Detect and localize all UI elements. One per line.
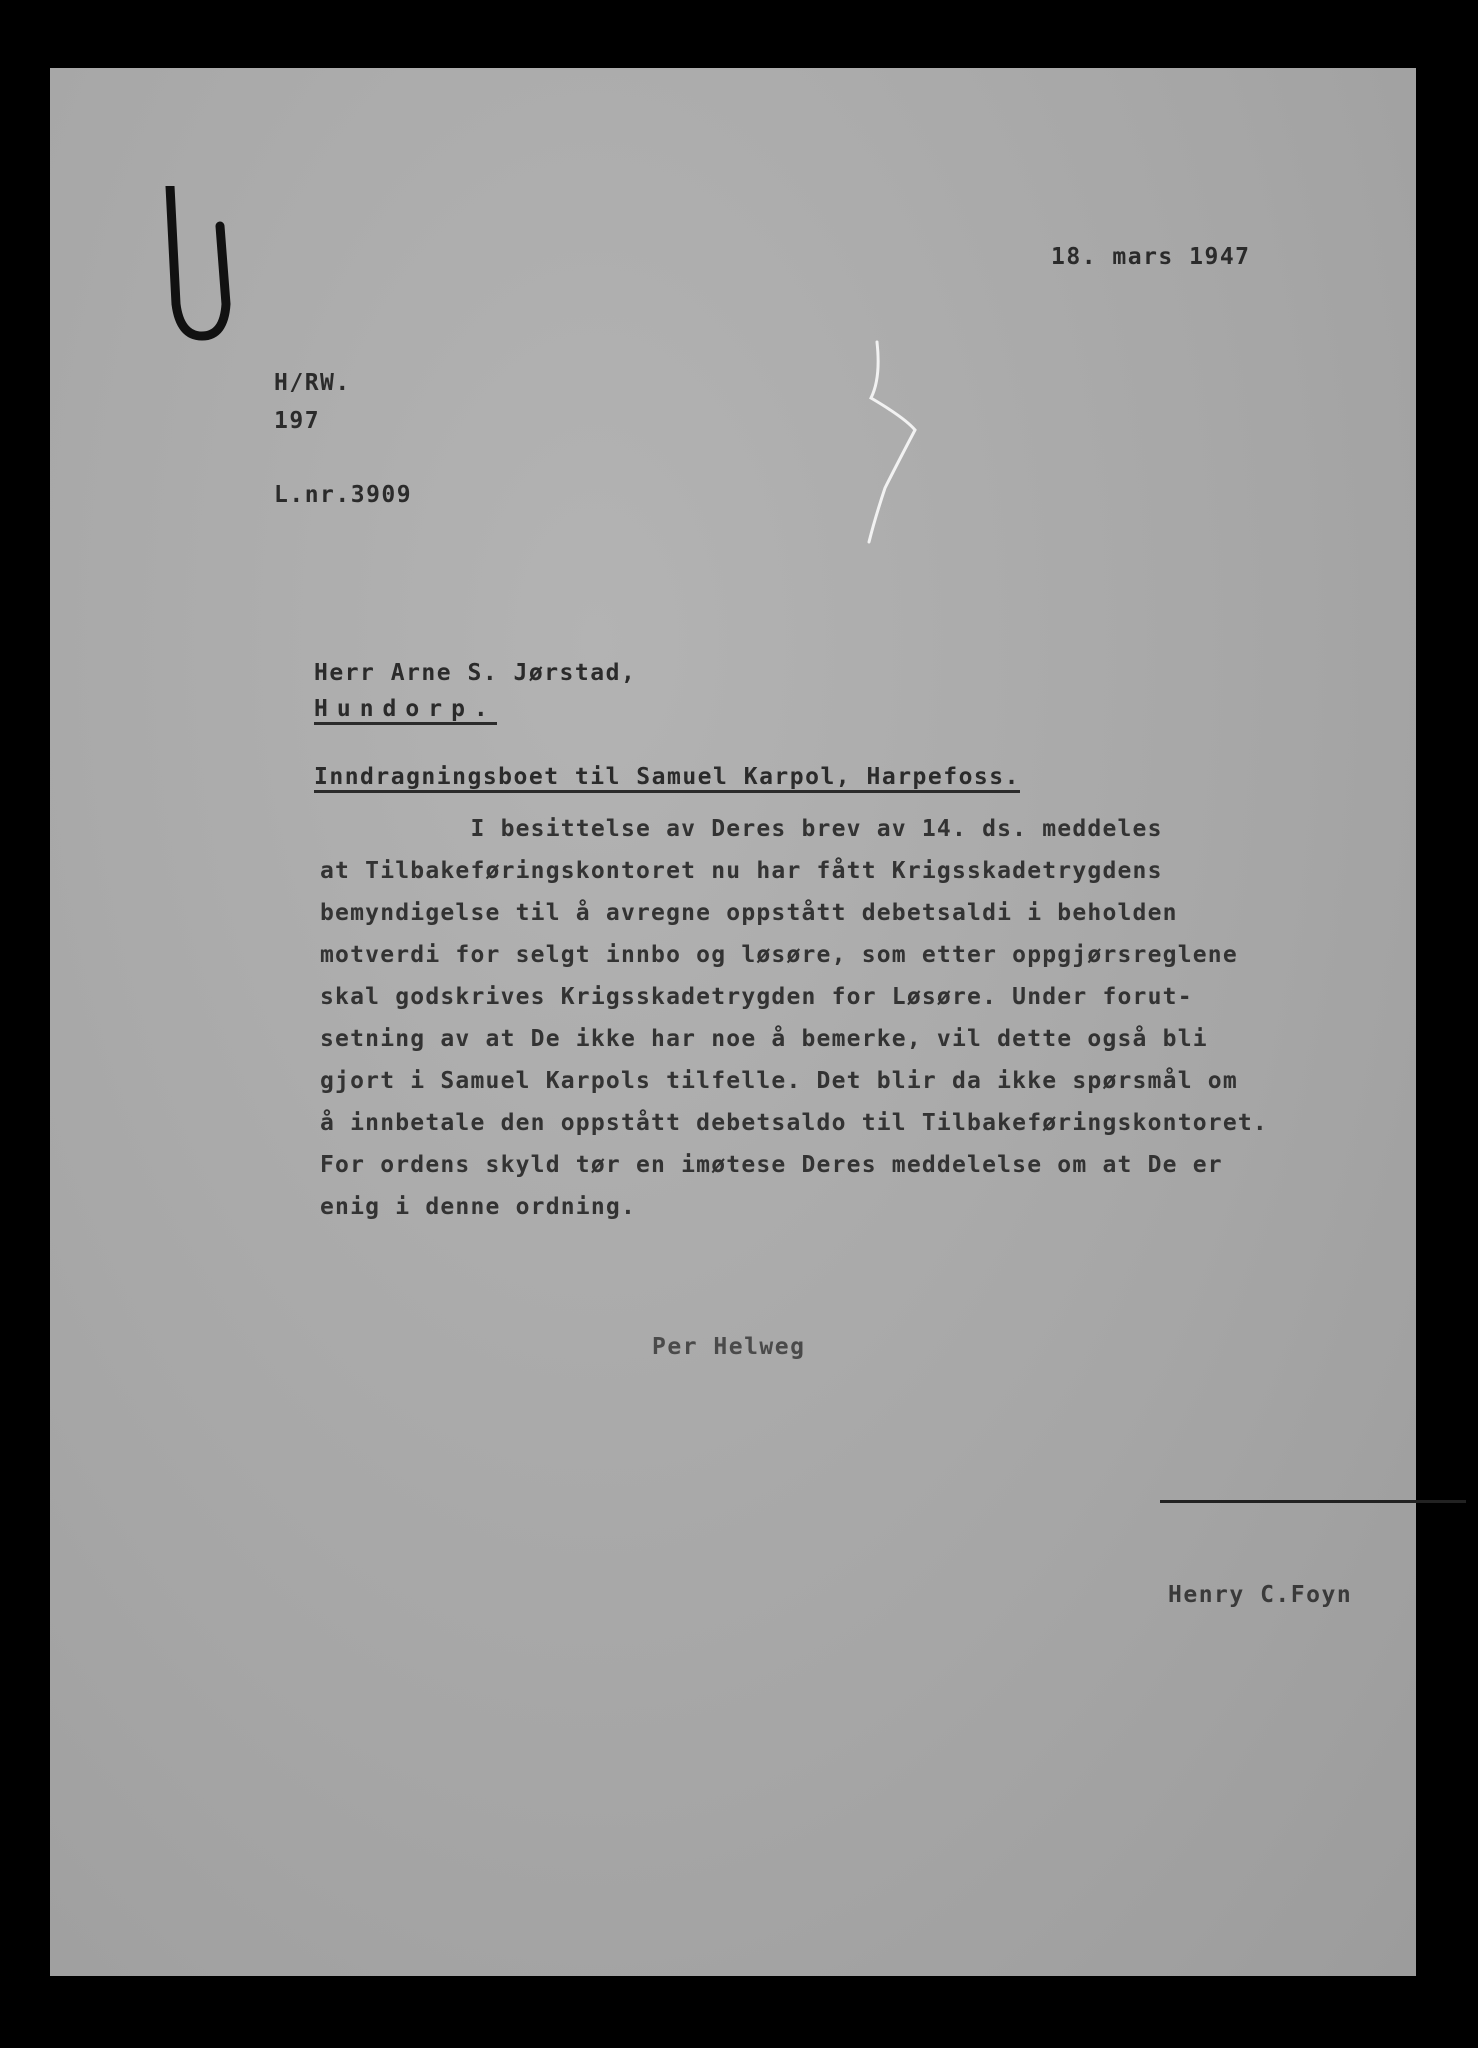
body-line: skal godskrives Krigsskadetrygden for Løsøre. Under forut- [320,984,1193,1010]
recipient-place: Hundorp. [314,696,497,725]
paperclip-icon [162,186,242,346]
body-line: gjort i Samuel Karpols tilfelle. Det blir da ikke spørsmål om [320,1068,1238,1094]
signature-henry-foyn: Henry C.Foyn [1168,1582,1353,1608]
pencil-mark-icon [855,338,935,548]
signature-per-helweg: Per Helweg [652,1334,806,1360]
body-line: I besittelse av Deres brev av 14. ds. meddeles [320,816,1163,842]
body-line: bemyndigelse til å avregne oppstått debetsaldi i beholden [320,900,1178,926]
letter-body [320,808,1268,1228]
reference-initials: H/RW. [274,370,351,396]
journal-number: L.nr.3909 [274,482,413,508]
body-line: motverdi for selgt innbo og løsøre, som etter oppgjørsreglene [320,942,1238,968]
signature-line [1160,1500,1466,1503]
body-line: setning av at De ikke har noe å bemerke, vil dette også bli [320,1026,1208,1052]
letter-subject: Inndragningsboet til Samuel Karpol, Harpefoss. [314,764,1020,793]
letter-date: 18. mars 1947 [1051,244,1251,270]
body-line: å innbetale den oppstått debetsaldo til Tilbakeføringskontoret. [320,1110,1268,1136]
body-line: For ordens skyld tør en imøtese Deres meddelelse om at De er [320,1152,1223,1178]
document-page [50,68,1416,1976]
body-line: enig i denne ordning. [320,1194,636,1220]
reference-number: 197 [274,408,321,434]
recipient-name: Herr Arne S. Jørstad, [314,660,637,686]
body-line: at Tilbakeføringskontoret nu har fått Krigsskadetrygdens [320,858,1163,884]
